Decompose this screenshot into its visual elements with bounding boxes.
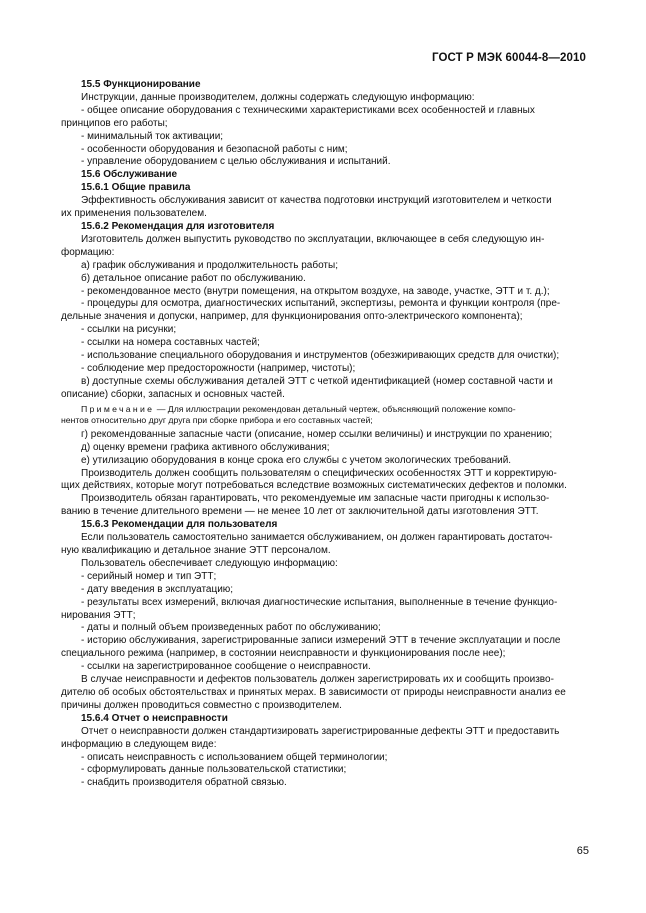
paragraph-continuation: нирования ЭТТ; <box>61 609 136 621</box>
paragraph-continuation: дителю об особых обстоятельствах и принятых мерах. В зависимости от природы неисправности анализ ее <box>61 686 566 698</box>
document-body <box>61 79 589 790</box>
paragraph-continuation: причины должен проводиться совместно с производителем. <box>61 699 342 711</box>
paragraph-line: - ссылки на номера составных частей; <box>81 337 260 349</box>
paragraph-line: - особенности оборудования и безопасной работы с ним; <box>81 143 348 155</box>
paragraph-line: - снабдить производителя обратной связью. <box>81 777 287 789</box>
paragraph-line: Пользователь обеспечивает следующую информацию: <box>81 557 338 569</box>
paragraph-continuation: специального режима (например, в состоянии неисправности и функционирования после нее); <box>61 648 506 660</box>
paragraph-line: Инструкции, данные производителем, должны содержать следующую информацию: <box>81 91 475 103</box>
paragraph-line: - рекомендованное место (внутри помещения, на открытом воздухе, на заводе, участке, ЭТТ и т. д.); <box>81 285 550 297</box>
paragraph-continuation: формацию: <box>61 246 115 258</box>
paragraph-continuation: щих действиях, которые могут потребоваться вследствие возможных систематических дефектов и поломки. <box>61 480 567 492</box>
paragraph-line: - серийный номер и тип ЭТТ; <box>81 570 217 582</box>
paragraph-line: - результаты всех измерений, включая диагностические испытания, выполненные в течение функцио- <box>81 596 558 608</box>
section-heading: 15.6.1 Общие правила <box>81 182 191 194</box>
paragraph-line: - соблюдение мер предосторожности (например, чистоты); <box>81 362 356 374</box>
paragraph-line: - сформулировать данные пользовательской статистики; <box>81 764 347 776</box>
section-heading: 15.6.4 Отчет о неисправности <box>81 712 228 724</box>
note-continuation: нентов относительно друг друга при сборке прибора и его составных частей; <box>61 415 373 426</box>
paragraph-continuation: описание) сборки, запасных и основных частей. <box>61 388 285 400</box>
note-label: Примечание <box>81 403 155 414</box>
paragraph-line: - минимальный ток активации; <box>81 130 224 142</box>
paragraph-line: - ссылки на рисунки; <box>81 324 177 336</box>
paragraph-line: е) утилизацию оборудования в конце срока его службы с учетом экологических требований. <box>81 454 512 466</box>
paragraph-line: в) доступные схемы обслуживания деталей ЭТТ с четкой идентификацией (номер составной части и <box>81 375 553 387</box>
paragraph-line: б) детальное описание работ по обслуживанию. <box>81 272 306 284</box>
paragraph-continuation: их применения пользователем. <box>61 208 207 220</box>
page-number: 65 <box>576 845 589 857</box>
paragraph-continuation: ную квалификацию и детальное знание ЭТТ персоналом. <box>61 545 331 556</box>
paragraph-continuation: информацию в следующем виде: <box>61 738 217 750</box>
paragraph-continuation: ванию в течение длительного времени — не менее 10 лет от заключительной даты изготовления ЭТТ. <box>61 506 539 518</box>
paragraph-line: Производитель обязан гарантировать, что рекомендуемые им запасные части пригодны к использо- <box>81 493 550 505</box>
note-line <box>81 404 589 416</box>
paragraph-line: Отчет о неисправности должен стандартизировать зарегистрированные дефекты ЭТТ и предоставить <box>81 725 560 737</box>
paragraph-line: - дату введения в эксплуатацию; <box>81 583 234 595</box>
paragraph-line: д) оценку времени графика активного обслуживания; <box>81 441 330 453</box>
paragraph-line: Если пользователь самостоятельно занимается обслуживанием, он должен гарантировать достаточ- <box>81 532 553 544</box>
paragraph-line: - историю обслуживания, зарегистрированные записи измерений ЭТТ в течение эксплуатации и после <box>81 635 561 647</box>
paragraph-line: г) рекомендованные запасные части (описание, номер ссылки величины) и инструкции по хранению; <box>81 428 553 440</box>
note-text: — Для иллюстрации рекомендован детальный чертеж, объясняющий положение компо- <box>154 403 516 414</box>
paragraph-line: - даты и полный объем произведенных работ по обслуживанию; <box>81 622 381 634</box>
document-header: ГОСТ Р МЭК 60044-8—2010 <box>432 52 586 64</box>
paragraph-line: - описать неисправность с использованием общей терминологии; <box>81 751 388 763</box>
section-heading: 15.6.3 Рекомендации для пользователя <box>81 519 278 531</box>
paragraph-line: а) график обслуживания и продолжительность работы; <box>81 259 338 271</box>
paragraph-line: В случае неисправности и дефектов пользователь должен зарегистрировать их и сообщить произво- <box>81 674 554 686</box>
paragraph-line: Производитель должен сообщить пользователям о специфических особенностях ЭТТ и корректирую- <box>81 467 557 479</box>
paragraph-line: - ссылки на зарегистрированное сообщение о неисправности. <box>81 661 371 673</box>
section-heading: 15.6 Обслуживание <box>81 169 178 181</box>
paragraph-line: - использование специального оборудования и инструментов (обезжиривающих средств для очистки); <box>81 350 560 362</box>
paragraph-line: Эффективность обслуживания зависит от качества подготовки инструкций изготовителем и четкости <box>81 195 552 207</box>
paragraph-line: Изготовитель должен выпустить руководство по эксплуатации, включающее в себя следующую ин- <box>81 233 545 245</box>
section-heading: 15.6.2 Рекомендация для изготовителя <box>81 220 275 232</box>
section-heading: 15.5 Функционирование <box>81 79 201 90</box>
paragraph-line: - процедуры для осмотра, диагностических испытаний, экспертизы, ремонта и функции контроля (пре- <box>81 298 561 310</box>
paragraph-line: - общее описание оборудования с техническими характеристиками всех особенностей и главных <box>81 104 535 116</box>
paragraph-line: - управление оборудованием с целью обслуживания и испытаний. <box>81 156 391 168</box>
paragraph-continuation: дельные значения и допуски, например, для функционирования опто-электрического компонента); <box>61 311 523 323</box>
paragraph-continuation: принципов его работы; <box>61 117 168 129</box>
